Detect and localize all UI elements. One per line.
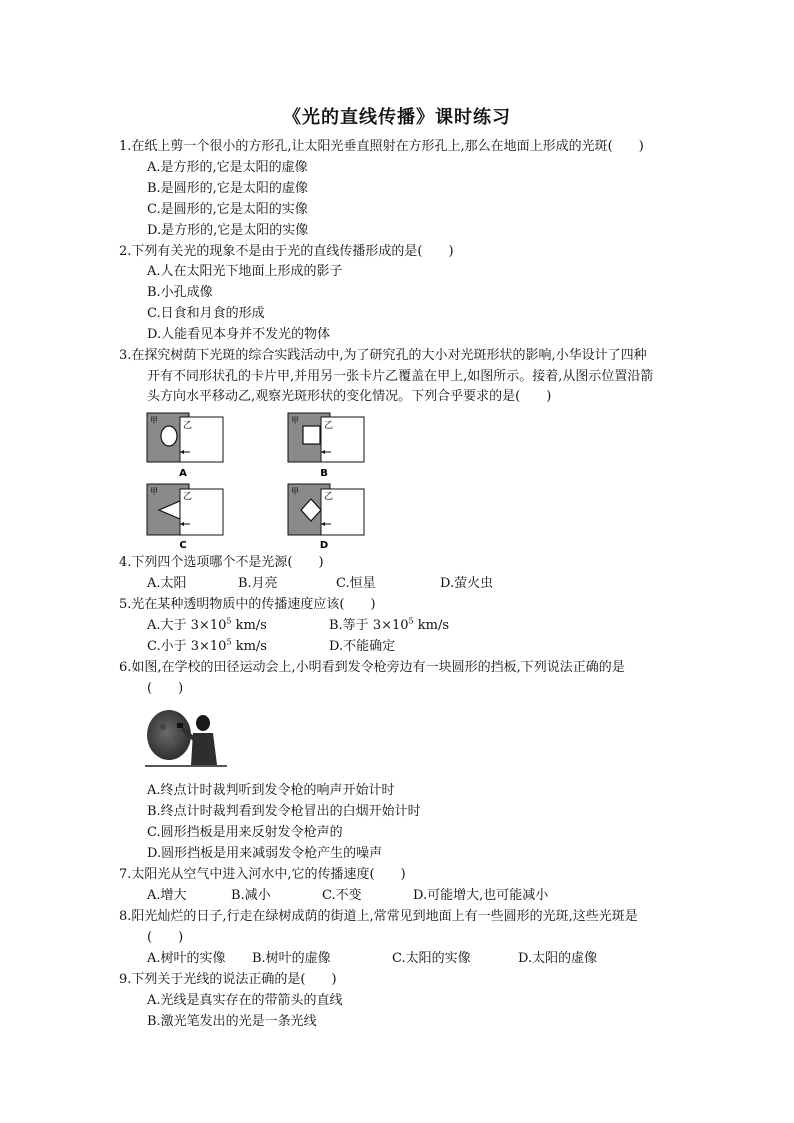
person-body — [191, 733, 217, 765]
question-1-stem: 1.在纸上剪一个很小的方形孔,让太阳光垂直照射在方形孔上,那么在地面上形成的光斑( ) — [119, 139, 644, 154]
question-2-option-a: A.人在太阳光下地面上形成的影子 — [147, 264, 343, 279]
round-board — [147, 710, 191, 760]
question-6-stem: 6.如图,在学校的田径运动会上,小明看到发令枪旁边有一块圆形的挡板,下列说法正确的是 — [119, 660, 625, 675]
question-8-option-d: D.太阳的虚像 — [518, 951, 598, 966]
question-5-stem: 5.光在某种透明物质中的传播速度应该( ) — [119, 597, 376, 612]
question-5-option-a: A.大于 $3\times 10^5$ km/s — [147, 616, 267, 633]
question-3-line-2: 开有不同形状孔的卡片甲,并用另一张卡片乙覆盖在甲上,如图所示。接着,从图示位置沿箭 — [147, 369, 654, 384]
figure-label-c: C — [179, 540, 187, 550]
card-jia-label-c: 甲 — [150, 487, 158, 496]
question-2-option-c: C.日食和月食的形成 — [147, 306, 265, 321]
question-8-option-b: B.树叶的虚像 — [252, 951, 331, 966]
card-jia-label-b: 甲 — [291, 416, 299, 425]
question-7-option-c: C.不变 — [322, 888, 362, 903]
card-jia-label-a: 甲 — [150, 416, 158, 425]
question-7-stem: 7.太阳光从空气中进入河水中,它的传播速度( ) — [119, 867, 406, 882]
question-1-option-d: D.是方形的,它是太阳的实像 — [147, 223, 309, 238]
question-2-option-b: B.小孔成像 — [147, 285, 213, 300]
question-6-option-a: A.终点计时裁判听到发令枪的响声开始计时 — [147, 783, 395, 798]
question-4-stem: 4.下列四个选项哪个不是光源( ) — [119, 555, 324, 570]
question-4-option-d: D.萤火虫 — [440, 576, 494, 591]
question-8-paren: ( ) — [147, 930, 184, 945]
question-3-line-1: 3.在探究树荫下光斑的综合实践活动中,为了研究孔的大小对光斑形状的影响,小华设计了四种 — [119, 348, 647, 363]
card-yi-label-d: 乙 — [324, 492, 334, 502]
question-8-stem: 8.阳光灿烂的日子,行走在绿树成荫的街道上,常常见到地面上有一些圆形的光斑,这些光斑是 — [119, 909, 638, 924]
question-7-option-b: B.减小 — [231, 888, 271, 903]
circle-hole — [161, 426, 177, 446]
figure-panel-b — [288, 413, 364, 479]
question-7-option-a: A.增大 — [147, 888, 187, 903]
question-6-option-b: B.终点计时裁判看到发令枪冒出的白烟开始计时 — [147, 804, 421, 819]
card-yi-label-c: 乙 — [183, 492, 193, 502]
figure-panel-a — [147, 413, 223, 479]
question-2-option-d: D.人能看见本身并不发光的物体 — [147, 327, 331, 342]
question-1-option-a: A.是方形的,它是太阳的虚像 — [147, 160, 308, 175]
question-3-figure — [140, 410, 380, 550]
starting-gun-photo — [145, 705, 227, 773]
question-1-option-b: B.是圆形的,它是太阳的虚像 — [147, 181, 308, 196]
figure-label-d: D — [319, 540, 329, 550]
card-jia-label-d: 甲 — [291, 487, 299, 496]
card-yi-label-b: 乙 — [324, 421, 334, 431]
question-7-option-d: D.可能增大,也可能减小 — [413, 888, 549, 903]
question-9-stem: 9.下列关于光线的说法正确的是( ) — [119, 972, 337, 987]
question-5-option-c: C.小于 $3\times 10^5$ km/s — [147, 637, 267, 654]
figure-label-a: A — [179, 468, 187, 479]
figure-panel-d — [288, 484, 364, 550]
question-6-option-c: C.圆形挡板是用来反射发令枪声的 — [147, 825, 343, 840]
question-9-option-a: A.光线是真实存在的带箭头的直线 — [147, 993, 343, 1008]
question-4-option-b: B.月亮 — [238, 576, 278, 591]
person-head — [196, 715, 210, 731]
question-8-option-a: A.树叶的实像 — [147, 951, 226, 966]
question-3-line-3: 头方向水平移动乙,观察光斑形状的变化情况。下列合乎要求的是( ) — [147, 389, 552, 404]
square-hole — [303, 426, 320, 444]
question-6-option-d: D.圆形挡板是用来减弱发令枪产生的噪声 — [147, 846, 383, 861]
question-2-stem: 2.下列有关光的现象不是由于光的直线传播形成的是( ) — [119, 244, 454, 259]
figure-panel-c — [147, 484, 223, 550]
question-5-option-d: D.不能确定 — [329, 639, 396, 654]
figure-label-b: B — [320, 468, 328, 479]
question-4-option-a: A.太阳 — [147, 576, 187, 591]
question-8-option-c: C.太阳的实像 — [392, 951, 471, 966]
question-5-option-b: B.等于 $3\times 10^5$ km/s — [329, 616, 450, 633]
question-1-option-c: C.是圆形的,它是太阳的实像 — [147, 202, 308, 217]
question-6-paren: ( ) — [147, 681, 184, 696]
page-title: 《光的直线传播》课时练习 — [283, 107, 511, 128]
question-4-option-c: C.恒星 — [336, 576, 376, 591]
question-9-option-b: B.激光笔发出的光是一条光线 — [147, 1014, 317, 1029]
card-yi-label-a: 乙 — [183, 421, 193, 431]
